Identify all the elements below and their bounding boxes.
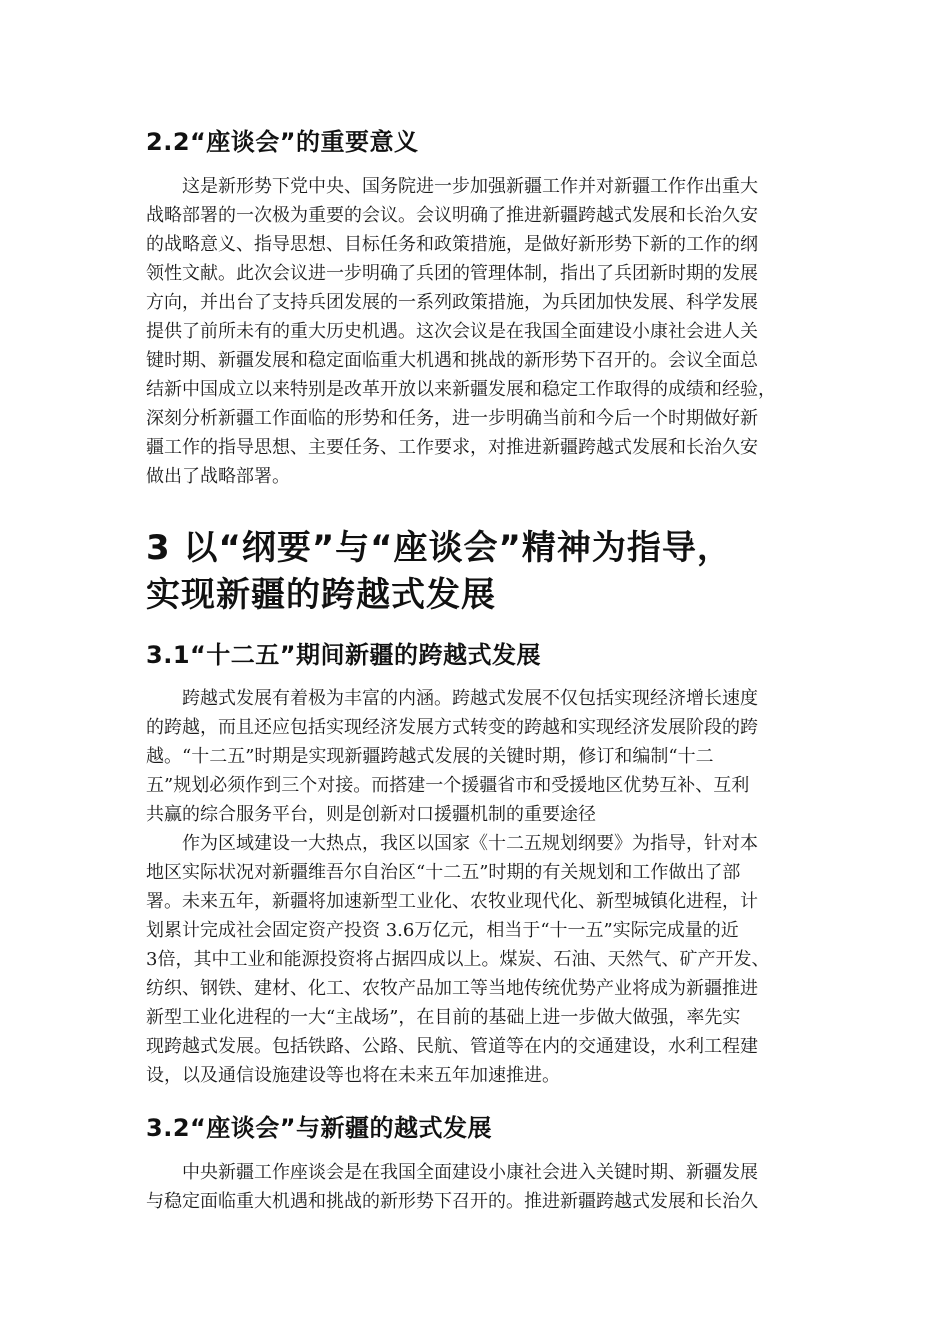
paragraph-line: 跨越式发展有着极为丰富的内涵。跨越式发展不仅包括实现经济增长速度 [182, 688, 758, 709]
paragraph-line: 纺织、钢铁、建材、化工、农牧产品加工等当地传统优势产业将成为新疆推进 [146, 978, 758, 999]
section-3-heading-line2: 实现新疆的跨越式发展 [146, 575, 496, 615]
paragraph-line: 3倍，其中工业和能源投资将占据四成以上。煤炭、石油、天然气、矿产开发、 [146, 949, 770, 970]
paragraph-line: 越。“十二五”时期是实现新疆跨越式发展的关键时期，修订和编制“十二 [146, 746, 714, 767]
paragraph-line: 键时期、新疆发展和稳定面临重大机遇和挑战的新形势下召开的。会议全面总 [146, 350, 758, 371]
paragraph-line: 的战略意义、指导思想、目标任务和政策措施，是做好新形势下新的工作的纲 [146, 234, 758, 255]
paragraph-line: 地区实际状况对新疆维吾尔自治区“十二五”时期的有关规划和工作做出了部 [146, 862, 741, 883]
paragraph-line: 这是新形势下党中央、国务院进一步加强新疆工作并对新疆工作作出重大 [182, 176, 758, 197]
paragraph-line: 中央新疆工作座谈会是在我国全面建设小康社会进入关键时期、新疆发展 [182, 1162, 758, 1183]
paragraph-line: 领性文献。此次会议进一步明确了兵团的管理体制，指出了兵团新时期的发展 [146, 263, 758, 284]
paragraph-line: 现跨越式发展。包括铁路、公路、民航、管道等在内的交通建设，水利工程建 [146, 1036, 758, 1057]
paragraph-line: 疆工作的指导思想、主要任务、工作要求，对推进新疆跨越式发展和长治久安 [146, 437, 758, 458]
section-3-1-heading: 3.1“十二五”期间新疆的跨越式发展 [146, 641, 542, 669]
section-3-2-heading: 3.2“座谈会”与新疆的越式发展 [146, 1114, 493, 1142]
paragraph-line: 作为区域建设一大热点，我区以国家《十二五规划纲要》为指导，针对本 [182, 833, 758, 854]
paragraph-line: 署。未来五年，新疆将加速新型工业化、农牧业现代化、新型城镇化进程，计 [146, 891, 758, 912]
paragraph-line: 的跨越，而且还应包括实现经济发展方式转变的跨越和实现经济发展阶段的跨 [146, 717, 758, 738]
paragraph-line: 方向，并出台了支持兵团发展的一系列政策措施，为兵团加快发展、科学发展 [146, 292, 758, 313]
paragraph-line: 新型工业化进程的一大“主战场”，在目前的基础上进一步做大做强，率先实 [146, 1007, 741, 1028]
paragraph-line: 设，以及通信设施建设等也将在未来五年加速推进。 [146, 1065, 560, 1086]
paragraph-line: 结新中国成立以来特别是改革开放以来新疆发展和稳定工作取得的成绩和经验， [146, 379, 776, 400]
section-3-heading-line1: 3 以“纲要”与“座谈会”精神为指导， [146, 528, 732, 568]
paragraph-line: 划累计完成社会固定资产投资 3.6万亿元，相当于“十一五”实际完成量的近 [146, 920, 739, 941]
paragraph-line: 提供了前所未有的重大历史机遇。这次会议是在我国全面建设小康社会进人关 [146, 321, 758, 342]
paragraph-line: 战略部署的一次极为重要的会议。会议明确了推进新疆跨越式发展和长治久安 [146, 205, 758, 226]
paragraph-line: 深刻分析新疆工作面临的形势和任务，进一步明确当前和今后一个时期做好新 [146, 408, 758, 429]
paragraph-line: 五”规划必须作到三个对接。而搭建一个援疆省市和受援地区优势互补、互利 [146, 775, 750, 796]
paragraph-line: 做出了战略部署。 [146, 466, 290, 487]
section-2-2-heading: 2.2“座谈会”的重要意义 [146, 128, 419, 156]
paragraph-line: 与稳定面临重大机遇和挑战的新形势下召开的。推进新疆跨越式发展和长治久 [146, 1191, 758, 1212]
paragraph-line: 共赢的综合服务平台，则是创新对口援疆机制的重要途径 [146, 804, 596, 825]
